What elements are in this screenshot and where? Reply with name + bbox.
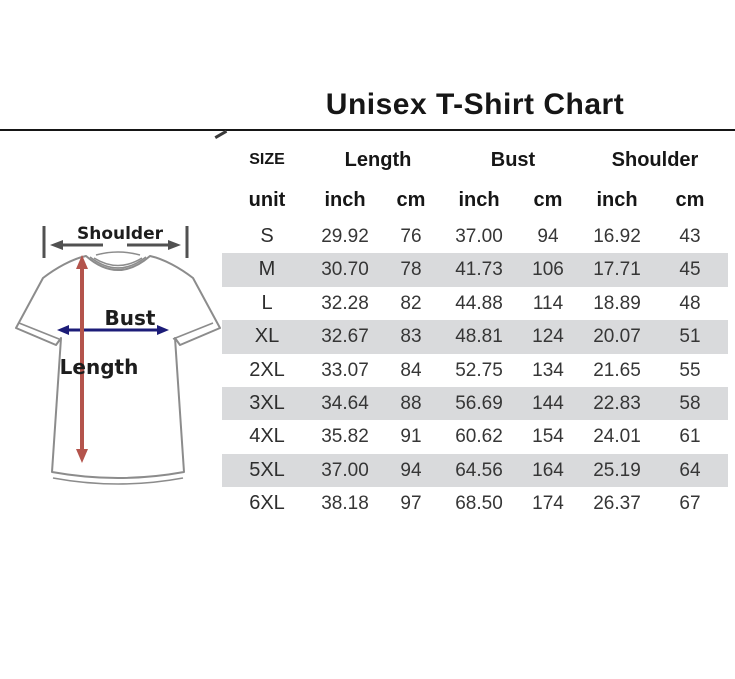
value-cell: 45 (679, 259, 701, 281)
size-cell: 6XL (249, 492, 285, 515)
unit-label: inch (596, 189, 638, 211)
value-cell: 134 (532, 359, 564, 381)
size-column-header: SIZE (249, 151, 285, 168)
value-cell: 154 (532, 426, 564, 448)
size-cell: L (261, 291, 273, 314)
value-cell: 33.07 (321, 359, 369, 381)
value-cell: 29.92 (321, 226, 369, 247)
shoulder-label: Shoulder (76, 224, 164, 244)
size-cell: M (258, 258, 276, 281)
value-cell: 52.75 (455, 359, 503, 381)
size-cell: 2XL (249, 358, 285, 381)
value-cell: 56.69 (455, 392, 503, 414)
value-cell: 21.65 (593, 359, 641, 381)
value-cell: 174 (532, 493, 564, 515)
unit-row (222, 180, 728, 220)
unit-label: inch (324, 189, 366, 211)
value-cell: 144 (532, 392, 564, 414)
value-cell: 20.07 (593, 326, 641, 348)
table-row-s (222, 220, 728, 253)
table-header-row (222, 140, 728, 180)
table-row-m (222, 253, 728, 286)
value-cell: 30.70 (321, 259, 369, 281)
chart-title: Unisex T-Shirt Chart (325, 88, 625, 121)
tshirt-illustration (10, 212, 222, 492)
bust-label: Bust (104, 306, 156, 330)
value-cell: 48.81 (455, 326, 503, 348)
value-cell: 106 (532, 259, 564, 281)
value-cell: 48 (679, 292, 701, 314)
value-cell: 84 (400, 359, 422, 381)
value-cell: 124 (532, 326, 564, 348)
value-cell: 32.67 (321, 326, 369, 348)
value-cell: 35.82 (321, 426, 369, 448)
value-cell: 91 (400, 426, 422, 448)
value-cell: 26.37 (593, 493, 641, 515)
value-cell: 64 (679, 459, 701, 481)
value-cell: 67 (679, 493, 701, 515)
value-cell: 88 (400, 392, 422, 414)
unit-label: cm (675, 189, 705, 211)
value-cell: 94 (400, 459, 422, 481)
title-divider (0, 129, 735, 131)
table-row-3xl (222, 387, 728, 420)
value-cell: 60.62 (455, 426, 503, 448)
length-group-header: Length (344, 149, 412, 171)
value-cell: 58 (679, 392, 701, 414)
size-cell: XL (254, 325, 280, 348)
value-cell: 34.64 (321, 392, 369, 414)
value-cell: 64.56 (455, 459, 503, 481)
value-cell: 32.28 (321, 292, 369, 314)
value-cell: 37.00 (455, 226, 503, 247)
unit-label: inch (458, 189, 500, 211)
value-cell: 114 (532, 292, 564, 314)
value-cell: 16.92 (593, 226, 641, 247)
value-cell: 61 (679, 426, 701, 448)
value-cell: 18.89 (593, 292, 641, 314)
value-cell: 83 (400, 326, 422, 348)
bust-group-header: Bust (490, 149, 536, 171)
value-cell: 43 (679, 226, 701, 247)
value-cell: 94 (537, 226, 559, 247)
value-cell: 44.88 (455, 292, 503, 314)
value-cell: 22.83 (593, 392, 641, 414)
shoulder-group-header: Shoulder (611, 149, 699, 171)
value-cell: 55 (679, 359, 701, 381)
table-row-4xl (222, 420, 728, 453)
value-cell: 97 (400, 493, 422, 515)
table-row-xl (222, 320, 728, 353)
collar-back-line (96, 252, 140, 255)
size-cell: 5XL (249, 458, 285, 481)
value-cell: 51 (679, 326, 701, 348)
value-cell: 24.01 (593, 426, 641, 448)
value-cell: 38.18 (321, 493, 369, 515)
size-table (222, 140, 728, 521)
length-label: Length (59, 355, 139, 379)
value-cell: 17.71 (593, 259, 641, 281)
value-cell: 25.19 (593, 459, 641, 481)
table-body (222, 220, 728, 521)
size-cell: S (260, 225, 274, 247)
value-cell: 78 (400, 259, 422, 281)
table-row-l (222, 287, 728, 320)
value-cell: 164 (532, 459, 564, 481)
size-cell: 3XL (249, 391, 285, 414)
table-row-5xl (222, 454, 728, 487)
unit-label: unit (248, 189, 286, 211)
value-cell: 82 (400, 292, 422, 314)
unit-label: cm (396, 189, 426, 211)
table-row-2xl (222, 354, 728, 387)
tshirt-diagram (10, 212, 222, 492)
value-cell: 68.50 (455, 493, 503, 515)
size-cell: 4XL (249, 425, 285, 448)
value-cell: 41.73 (455, 259, 503, 281)
unit-label: cm (533, 189, 563, 211)
tick-mark (215, 130, 228, 139)
table-row-6xl (222, 487, 728, 520)
value-cell: 76 (400, 226, 422, 247)
value-cell: 37.00 (321, 459, 369, 481)
